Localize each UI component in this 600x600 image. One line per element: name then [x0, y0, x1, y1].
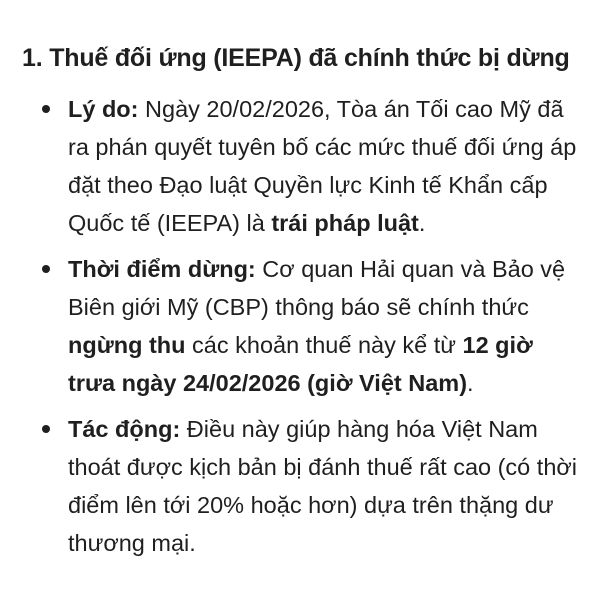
bullet-item-impact: [22, 410, 580, 562]
bullet-label: Lý do:: [68, 96, 139, 122]
bullet-list: [22, 90, 580, 562]
bullet-item-reason: [22, 90, 580, 242]
bullet-text: các khoản thuế này kể từ: [185, 332, 463, 358]
bullet-text: Cơ quan Hải quan và Bảo vệ Biên giới Mỹ (CBP) thông báo sẽ chính thức: [68, 256, 566, 320]
bullet-label: Tác động:: [68, 416, 181, 442]
section-heading: 1. Thuế đối ứng (IEEPA) đã chính thức bị dừng: [22, 44, 570, 72]
bullet-text: .: [418, 210, 426, 236]
bullet-bold-text: trái pháp luật: [271, 210, 419, 236]
bullet-item-stop-time: [22, 250, 580, 402]
bullet-text: .: [467, 370, 474, 396]
bullet-label: Thời điểm dừng:: [68, 256, 256, 282]
bullet-bold-text: 12 giờ trưa ngày 24/02/2026 (giờ Việt Nam): [68, 332, 533, 396]
bullet-dot-icon: [42, 425, 50, 433]
bullet-bold-text: ngừng thu: [68, 332, 186, 358]
bullet-dot-icon: [42, 265, 50, 273]
bullet-text: Điều này giúp hàng hóa Việt Nam thoát được kịch bản bị đánh thuế rất cao (có thời điểm lên tới 20% hoặc hơn) dựa trên thặng dư thương mại.: [68, 416, 578, 556]
bullet-text: Ngày 20/02/2026, Tòa án Tối cao Mỹ đã ra phán quyết tuyên bố các mức thuế đối ứng áp đặt theo Đạo luật Quyền lực Kinh tế Khẩn cấp Quốc tế (IEEPA) là: [68, 96, 577, 236]
bullet-dot-icon: [42, 105, 50, 113]
